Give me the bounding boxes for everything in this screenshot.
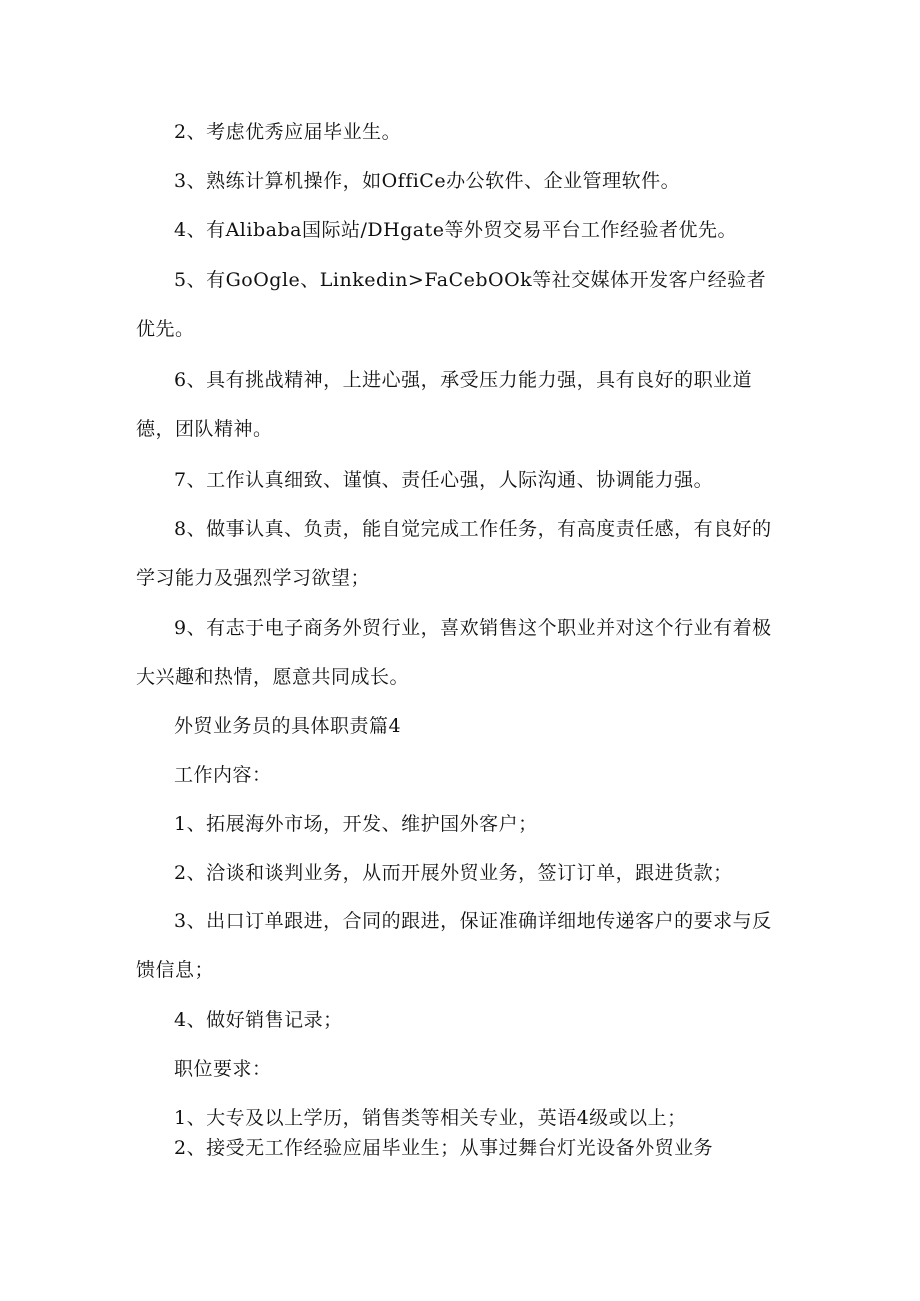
paragraph-requirement-2: 2、考虑优秀应届毕业生。 bbox=[174, 121, 402, 143]
paragraph-requirement-4: 4、有Alibaba国际站/DHgate等外贸交易平台工作经验者优先。 bbox=[174, 219, 738, 241]
paragraph-requirement-3: 3、熟练计算机操作，如OffiCe办公软件、企业管理软件。 bbox=[174, 170, 681, 192]
paragraph-duty-3: 3、出口订单跟进，合同的跟进，保证准确详细地传递客户的要求与反馈信息； bbox=[136, 910, 772, 981]
paragraph-job-requirement-1: 1、大专及以上学历，销售类等相关专业，英语4级或以上； bbox=[174, 1107, 687, 1129]
paragraph-duty-2: 2、洽谈和谈判业务，从而开展外贸业务，签订订单，跟进货款； bbox=[174, 862, 733, 884]
paragraph-duty-1: 1、拓展海外市场，开发、维护国外客户； bbox=[174, 813, 538, 835]
paragraph-requirement-9: 9、有志于电子商务外贸行业，喜欢销售这个职业并对这个行业有着极大兴趣和热情，愿意共同成长。 bbox=[136, 617, 772, 688]
section-heading: 外贸业务员的具体职责篇4 bbox=[174, 715, 402, 737]
subheading-work-content: 工作内容： bbox=[174, 764, 272, 786]
paragraph-job-requirement-2: 2、接受无工作经验应届毕业生；从事过舞台灯光设备外贸业务 bbox=[174, 1137, 714, 1159]
paragraph-requirement-8: 8、做事认真、负责，能自觉完成工作任务，有高度责任感，有良好的学习能力及强烈学习欲望； bbox=[136, 518, 772, 589]
paragraph-duty-4: 4、做好销售记录； bbox=[174, 1009, 343, 1031]
paragraph-requirement-5: 5、有GoOgle、Linkedin>FaCebOOk等社交媒体开发客户经验者优先。 bbox=[136, 269, 767, 340]
paragraph-requirement-6: 6、具有挑战精神，上进心强，承受压力能力强，具有良好的职业道德，团队精神。 bbox=[136, 369, 753, 440]
subheading-job-requirements: 职位要求： bbox=[174, 1058, 272, 1080]
paragraph-requirement-7: 7、工作认真细致、谨慎、责任心强，人际沟通、协调能力强。 bbox=[174, 469, 714, 491]
